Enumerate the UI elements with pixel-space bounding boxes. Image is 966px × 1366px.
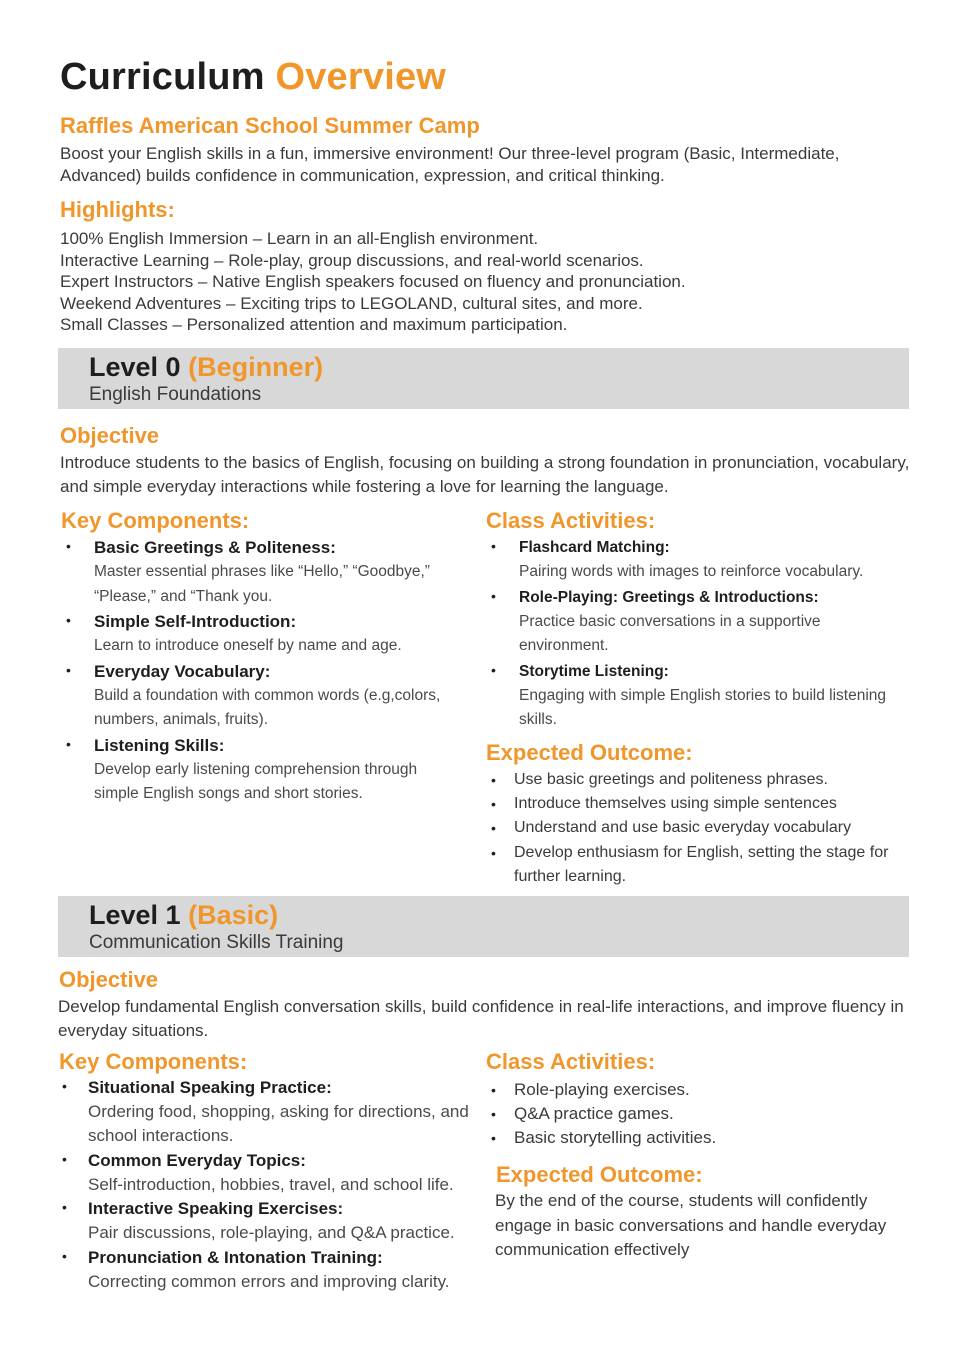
item-title: Common Everyday Topics: (88, 1150, 306, 1170)
item-title: Flashcard Matching: (519, 539, 670, 556)
list-item (66, 536, 446, 609)
highlight-item: Interactive Learning – Role-play, group discussions, and real-world scenarios. (60, 250, 644, 270)
title-part-1: Curriculum (60, 56, 265, 98)
item-description: Ordering food, shopping, asking for directions, and school interactions. (88, 1102, 469, 1146)
item-description: Practice basic conversations in a supportive environment. (519, 612, 821, 654)
bullet-icon: • (491, 661, 496, 678)
level-1-class-activities-heading: Class Activities: (486, 1049, 656, 1074)
level-1-objective-heading: Objective (59, 967, 159, 992)
item-text: Q&A practice games. (514, 1104, 674, 1124)
item-description: Master essential phrases like “Hello,” “Goodbye,” “Please,” and “Thank you. (94, 563, 430, 605)
level-1-label: Level 1 (89, 900, 181, 930)
bullet-icon: • (62, 1150, 67, 1167)
page-title (60, 56, 446, 99)
item-title: Storytime Listening: (519, 662, 669, 680)
list-item (62, 1197, 482, 1245)
item-description: Self-introduction, hobbies, travel, and school life. (88, 1174, 454, 1194)
bullet-icon: • (491, 1130, 496, 1147)
item-description: Correcting common errors and improving clarity. (88, 1271, 450, 1291)
bullet-icon: • (66, 735, 71, 752)
highlight-item: Expert Instructors – Native English speakers focused on fluency and pronunciation. (60, 272, 686, 292)
bullet-icon: • (491, 1082, 496, 1098)
level-0-key-components-heading: Key Components: (61, 508, 250, 533)
item-description: Learn to introduce oneself by name and age. (94, 637, 402, 654)
bullet-icon: • (491, 587, 496, 604)
level-0-subtitle: English Foundations (89, 384, 262, 405)
item-title: Listening Skills: (94, 735, 225, 755)
level-0-banner (58, 348, 909, 409)
item-title: Pronunciation & Intonation Training: (88, 1247, 383, 1267)
list-item (491, 1126, 891, 1150)
list-item (491, 586, 901, 659)
bullet-icon: • (62, 1078, 67, 1094)
list-item (491, 536, 901, 585)
level-1-name: (Basic) (188, 900, 279, 930)
bullet-icon: • (491, 772, 496, 788)
level-1-expected-outcome-heading: Expected Outcome: (496, 1162, 703, 1187)
list-item (62, 1149, 482, 1197)
bullet-icon: • (491, 820, 496, 837)
level-0-objective: Introduce students to the basics of English, focusing on building a strong foundation in pronunciation, vocabulary, and simple everyday interactions while fostering a love for learning the language. (60, 453, 910, 496)
bullet-icon: • (491, 844, 496, 861)
level-1-key-components-heading: Key Components: (59, 1049, 248, 1074)
item-description: Pair discussions, role-playing, and Q&A practice. (88, 1223, 455, 1243)
level-1-class-activities-list (491, 1078, 891, 1151)
item-title: Situational Speaking Practice: (88, 1078, 332, 1097)
program-intro: Boost your English skills in a fun, immersive environment! Our three-level program (Basic, Intermediate, Advanced) builds confidence in communication, expression, and critical thinking. (60, 144, 840, 185)
item-text: Understand and use basic everyday vocabulary (514, 819, 852, 837)
item-title: Everyday Vocabulary: (94, 661, 271, 681)
list-item (66, 610, 446, 659)
level-1-key-components-list (62, 1076, 482, 1294)
bullet-icon: • (491, 1106, 496, 1123)
level-1-expected-outcome: By the end of the course, students will confidently engage in basic conversations and handle everyday communication effectively (495, 1191, 887, 1259)
item-description: Build a foundation with common words (e.g,colors, numbers, animals, fruits). (94, 686, 441, 728)
level-0-key-components-list (66, 536, 446, 808)
level-0-class-activities-list (491, 536, 901, 734)
item-title: Role-Playing: Greetings & Introductions: (519, 588, 819, 606)
bullet-icon: • (66, 612, 71, 628)
level-1-banner (58, 896, 909, 957)
level-0-expected-outcome-list (491, 768, 906, 889)
list-item (491, 841, 906, 889)
program-subtitle: Raffles American School Summer Camp (60, 113, 480, 138)
list-item (491, 1102, 891, 1126)
bullet-icon: • (62, 1199, 67, 1216)
list-item (491, 816, 906, 840)
highlights-list (60, 228, 686, 336)
bullet-icon: • (491, 538, 496, 554)
item-title: Simple Self-Introduction: (94, 612, 297, 631)
bullet-icon: • (66, 538, 71, 554)
level-1-title (89, 900, 278, 931)
item-title: Interactive Speaking Exercises: (88, 1199, 344, 1219)
list-item (62, 1246, 482, 1294)
item-text: Basic storytelling activities. (514, 1128, 717, 1148)
highlight-item: 100% English Immersion – Learn in an all-English environment. (60, 229, 539, 248)
highlight-item: Weekend Adventures – Exciting trips to LEGOLAND, cultural sites, and more. (60, 293, 643, 313)
list-item (491, 768, 906, 792)
level-1-subtitle: Communication Skills Training (89, 932, 344, 953)
level-0-class-activities-heading: Class Activities: (486, 508, 656, 533)
item-title: Basic Greetings & Politeness: (94, 538, 336, 557)
item-description: Pairing words with images to reinforce vocabulary. (519, 563, 864, 580)
item-text: Introduce themselves using simple sentences (514, 795, 837, 813)
list-item (491, 792, 906, 816)
list-item (62, 1076, 482, 1149)
level-0-expected-outcome-heading: Expected Outcome: (486, 740, 693, 765)
level-0-objective-heading: Objective (60, 423, 160, 448)
item-description: Develop early listening comprehension through simple English songs and short stories. (94, 760, 418, 802)
bullet-icon: • (62, 1247, 67, 1264)
bullet-icon: • (491, 796, 496, 813)
title-part-2: Overview (275, 56, 447, 98)
list-item (491, 660, 901, 733)
item-description: Engaging with simple English stories to build listening skills. (519, 686, 887, 728)
highlights-heading: Highlights: (60, 197, 175, 222)
list-item (491, 1078, 891, 1102)
list-item (66, 660, 446, 733)
item-text: Role-playing exercises. (514, 1080, 690, 1099)
level-0-title (89, 352, 323, 383)
bullet-icon: • (66, 661, 71, 678)
item-text: Develop enthusiasm for English, setting the stage for further learning. (514, 843, 889, 885)
item-text: Use basic greetings and politeness phrases. (514, 771, 828, 788)
level-0-name: (Beginner) (188, 352, 324, 382)
highlight-item: Small Classes – Personalized attention and maximum participation. (60, 315, 568, 335)
level-1-objective: Develop fundamental English conversation skills, build confidence in real-life interactions, and improve fluency in everyday situations. (58, 997, 904, 1040)
level-0-label: Level 0 (89, 352, 181, 382)
list-item (66, 734, 446, 807)
